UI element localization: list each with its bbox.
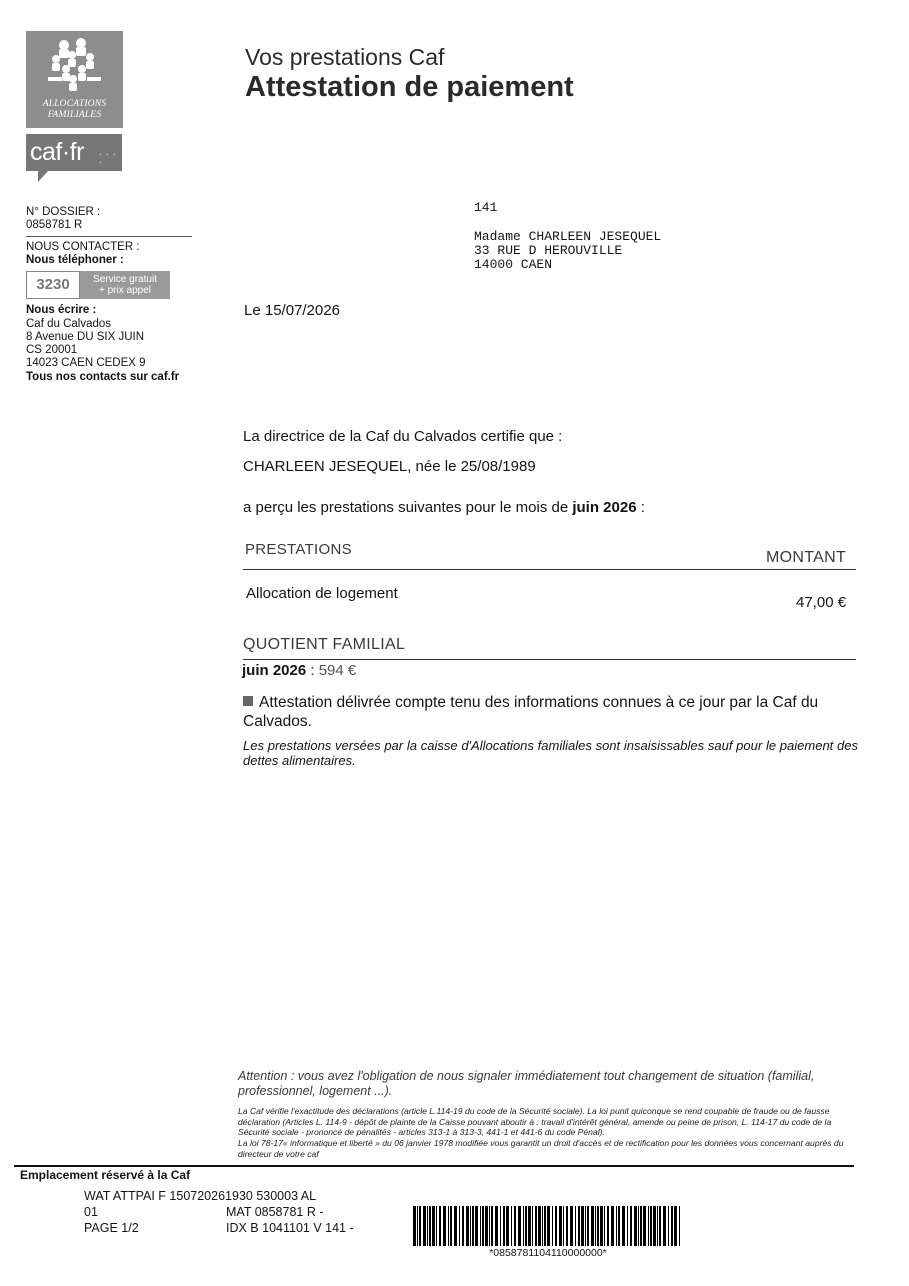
page-title: Attestation de paiement <box>245 71 574 103</box>
ref-col1-line2: 01 <box>84 1205 98 1219</box>
dots-icon: • • • • <box>99 150 117 167</box>
recipient-name: Madame CHARLEEN JESEQUEL <box>474 229 662 244</box>
logo-line2: FAMILIALES <box>47 110 102 120</box>
address-line: 8 Avenue DU SIX JUIN <box>26 331 145 343</box>
attention-notice: Attention : vous avez l'obligation de nous signaler immédiatement tout changement de situation (familial, professionnel, logement ...). <box>238 1069 815 1098</box>
square-bullet-icon <box>243 696 253 706</box>
ref-col2-line2: MAT 0858781 R - <box>226 1205 324 1219</box>
phone-label: Nous téléphoner : <box>26 254 124 266</box>
caf-address <box>26 318 146 370</box>
footer-rule <box>14 1165 854 1167</box>
recipient-code: 141 <box>474 200 498 215</box>
address-line: CS 20001 <box>26 344 78 356</box>
recipient-address <box>474 230 661 272</box>
recipient-street: 33 RUE D HEROUVILLE <box>474 243 623 258</box>
certify-text: La directrice de la Caf du Calvados certifie que : <box>243 428 563 445</box>
phone-box <box>26 271 170 299</box>
table-header-rule <box>243 569 856 570</box>
notice-main <box>243 693 863 731</box>
quotient-month: juin 2026 <box>242 662 307 679</box>
address-line: Caf du Calvados <box>26 318 112 330</box>
barcode-text: *0858781104110000000* <box>489 1247 607 1259</box>
quotient-value: 594 € <box>318 662 357 679</box>
quotient-line <box>242 662 356 680</box>
col-amount-header: MONTANT <box>766 549 847 566</box>
phone-number: 3230 <box>26 271 80 299</box>
benefit-label: Allocation de logement <box>246 585 398 602</box>
reserved-label: Emplacement réservé à la Caf <box>20 1168 191 1182</box>
received-sentence <box>243 499 645 517</box>
benefit-amount: 47,00 € <box>796 594 847 611</box>
logo-text <box>26 99 123 121</box>
address-line: 14023 CAEN CEDEX 9 <box>26 357 146 369</box>
quotient-separator: : <box>306 662 319 679</box>
page-subtitle: Vos prestations Caf <box>245 44 445 70</box>
notice-italic: Les prestations versées par la caisse d'Allocations familiales sont insaisissables sauf pour le paiement des dettes alimentaires. <box>243 738 858 768</box>
ref-line1: WAT ATTPAI F 150720261930 530003 AL <box>84 1189 317 1203</box>
family-figures-icon <box>26 35 123 93</box>
received-month: juin 2026 <box>572 499 637 516</box>
letter-date: Le 15/07/2026 <box>244 302 340 319</box>
write-label: Nous écrire : <box>26 304 97 316</box>
dossier-number: 0858781 R <box>26 219 83 231</box>
contact-label: NOUS CONTACTER : <box>26 241 140 253</box>
speech-tail-icon <box>38 170 49 182</box>
fine-print-fraud: La Caf vérifie l'exactitude des déclarations (article L.114-19 du code de la Sécurité sociale). La loi punit quiconque se rend coupable de fraude ou de fausse déclaration (Articles L. 114-9 - dépôt de plainte de la Caisse pouvant aboutir à : travail d'intérêt général, amende ou peine de prison, L. 114-17 du code de la Sécurité sociale - prononcé de pénalités - articles 313-1 à 313-3, 441-1 et 441-6 du code Pénal). <box>238 1106 832 1137</box>
divider <box>26 236 192 237</box>
barcode-icon <box>413 1206 683 1246</box>
received-suffix: : <box>636 499 645 516</box>
logo-line1: ALLOCATIONS <box>42 99 107 109</box>
quotient-rule <box>243 659 856 660</box>
phone-tag <box>80 271 170 299</box>
ref-col1-line3: PAGE 1/2 <box>84 1221 139 1235</box>
notice-main-text: Attestation délivrée compte tenu des informations connues à ce jour par la Caf du Calvados. <box>243 694 819 730</box>
caf-fr-label: caf·fr <box>30 138 84 166</box>
caf-fr-badge <box>26 134 122 171</box>
beneficiary: CHARLEEN JESEQUEL, née le 25/08/1989 <box>243 458 536 475</box>
phone-tag-line2: + prix appel <box>99 285 151 296</box>
caf-logo <box>26 31 123 128</box>
recipient-city: 14000 CAEN <box>474 257 553 272</box>
col-benefit-header: PRESTATIONS <box>245 541 352 558</box>
ref-col2-line3: IDX B 1041101 V 141 - <box>226 1221 354 1235</box>
fine-print-privacy: La loi 78-17« informatique et liberté » du 06 janvier 1978 modifiée vous garantit un droit d'accès et de rectification pour les données vous concernant auprès du directeur de votre caf <box>238 1138 844 1159</box>
all-contacts-link: Tous nos contacts sur caf.fr <box>26 371 180 383</box>
dossier-label: N° DOSSIER : <box>26 206 101 218</box>
received-prefix: a perçu les prestations suivantes pour le mois de <box>243 499 573 516</box>
quotient-heading: QUOTIENT FAMILIAL <box>243 636 406 653</box>
phone-tag-line1: Service gratuit <box>93 274 157 285</box>
